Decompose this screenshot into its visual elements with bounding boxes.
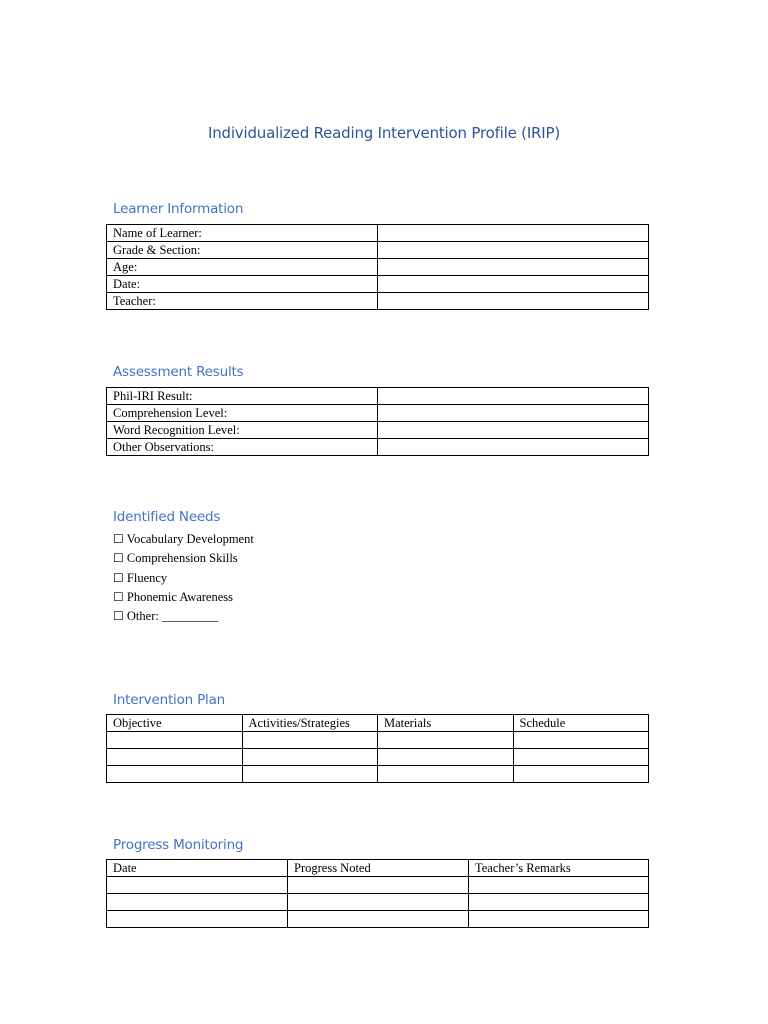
page-title: Individualized Reading Intervention Profile (IRIP) bbox=[207, 124, 560, 142]
progress-monitoring-heading: Progress Monitoring bbox=[113, 837, 244, 853]
field-label-grade-section: Grade & Section: bbox=[107, 242, 378, 259]
field-label-teacher: Teacher: bbox=[107, 293, 378, 310]
table-row bbox=[107, 293, 649, 310]
checkbox-icon[interactable]: ☐ bbox=[113, 589, 124, 604]
checkbox-icon[interactable]: ☐ bbox=[113, 570, 124, 585]
table-header-row bbox=[107, 860, 649, 877]
table-cell[interactable] bbox=[513, 766, 649, 783]
field-value-teacher[interactable] bbox=[378, 293, 649, 310]
table-cell[interactable] bbox=[107, 911, 288, 928]
table-header-row bbox=[107, 715, 649, 732]
table-row bbox=[107, 732, 649, 749]
table-cell[interactable] bbox=[469, 911, 649, 928]
table-row bbox=[107, 877, 649, 894]
column-header-teachers-remarks: Teacher’s Remarks bbox=[469, 860, 649, 877]
field-value-date[interactable] bbox=[378, 276, 649, 293]
table-row bbox=[107, 388, 649, 405]
field-label-other-observations: Other Observations: bbox=[107, 439, 378, 456]
table-row bbox=[107, 225, 649, 242]
table-cell[interactable] bbox=[378, 766, 514, 783]
checkbox-icon[interactable]: ☐ bbox=[113, 551, 124, 566]
column-header-schedule: Schedule bbox=[513, 715, 649, 732]
identified-needs-checklist bbox=[113, 530, 254, 626]
checklist-item-label: Comprehension Skills bbox=[126, 551, 238, 566]
intervention-plan-table bbox=[106, 714, 649, 783]
field-value-name-of-learner[interactable] bbox=[378, 225, 649, 242]
learner-information-heading: Learner Information bbox=[113, 201, 244, 217]
table-cell[interactable] bbox=[288, 877, 469, 894]
table-cell[interactable] bbox=[107, 894, 288, 911]
table-cell[interactable] bbox=[378, 749, 514, 766]
checklist-item-label: Other: _________ bbox=[126, 609, 219, 623]
field-value-grade-section[interactable] bbox=[378, 242, 649, 259]
table-cell[interactable] bbox=[242, 732, 378, 749]
field-label-name-of-learner: Name of Learner: bbox=[107, 225, 378, 242]
table-cell[interactable] bbox=[242, 749, 378, 766]
column-header-date: Date bbox=[107, 860, 288, 877]
checklist-item-fluency[interactable] bbox=[113, 569, 254, 588]
field-label-comprehension-level: Comprehension Level: bbox=[107, 405, 378, 422]
field-label-date: Date: bbox=[107, 276, 378, 293]
identified-needs-heading: Identified Needs bbox=[113, 509, 221, 525]
checklist-item-label: Vocabulary Development bbox=[126, 532, 254, 546]
field-value-age[interactable] bbox=[378, 259, 649, 276]
table-row bbox=[107, 276, 649, 293]
table-row bbox=[107, 439, 649, 456]
column-header-objective: Objective bbox=[107, 715, 243, 732]
checklist-item-vocabulary-development[interactable] bbox=[113, 530, 254, 549]
table-cell[interactable] bbox=[107, 877, 288, 894]
checklist-item-other[interactable] bbox=[113, 607, 254, 626]
intervention-plan-heading: Intervention Plan bbox=[113, 692, 226, 708]
table-cell[interactable] bbox=[378, 732, 514, 749]
table-cell[interactable] bbox=[107, 749, 243, 766]
field-value-word-recognition-level[interactable] bbox=[378, 422, 649, 439]
checklist-item-phonemic-awareness[interactable] bbox=[113, 588, 254, 607]
field-label-word-recognition-level: Word Recognition Level: bbox=[107, 422, 378, 439]
table-cell[interactable] bbox=[469, 877, 649, 894]
table-cell[interactable] bbox=[288, 911, 469, 928]
checklist-item-label: Fluency bbox=[126, 570, 168, 585]
column-header-materials: Materials bbox=[378, 715, 514, 732]
table-cell[interactable] bbox=[107, 732, 243, 749]
table-cell[interactable] bbox=[513, 749, 649, 766]
table-cell[interactable] bbox=[242, 766, 378, 783]
field-value-phil-iri-result[interactable] bbox=[378, 388, 649, 405]
column-header-activities-strategies: Activities/Strategies bbox=[242, 715, 378, 732]
table-row bbox=[107, 911, 649, 928]
field-label-phil-iri-result: Phil-IRI Result: bbox=[107, 388, 378, 405]
table-row bbox=[107, 749, 649, 766]
table-row bbox=[107, 766, 649, 783]
checklist-item-label: Phonemic Awareness bbox=[126, 589, 234, 604]
column-header-progress-noted: Progress Noted bbox=[288, 860, 469, 877]
assessment-results-heading: Assessment Results bbox=[113, 364, 244, 380]
table-row bbox=[107, 894, 649, 911]
assessment-results-table bbox=[106, 387, 649, 456]
table-cell[interactable] bbox=[469, 894, 649, 911]
field-value-comprehension-level[interactable] bbox=[378, 405, 649, 422]
progress-monitoring-table bbox=[106, 859, 649, 928]
learner-information-table bbox=[106, 224, 649, 310]
checkbox-icon[interactable]: ☐ bbox=[113, 532, 124, 546]
table-row bbox=[107, 422, 649, 439]
table-cell[interactable] bbox=[513, 732, 649, 749]
table-cell[interactable] bbox=[107, 766, 243, 783]
table-row bbox=[107, 405, 649, 422]
table-cell[interactable] bbox=[288, 894, 469, 911]
field-label-age: Age: bbox=[107, 259, 378, 276]
field-value-other-observations[interactable] bbox=[378, 439, 649, 456]
table-row bbox=[107, 259, 649, 276]
table-row bbox=[107, 242, 649, 259]
checklist-item-comprehension-skills[interactable] bbox=[113, 549, 254, 568]
checkbox-icon[interactable]: ☐ bbox=[113, 609, 124, 623]
